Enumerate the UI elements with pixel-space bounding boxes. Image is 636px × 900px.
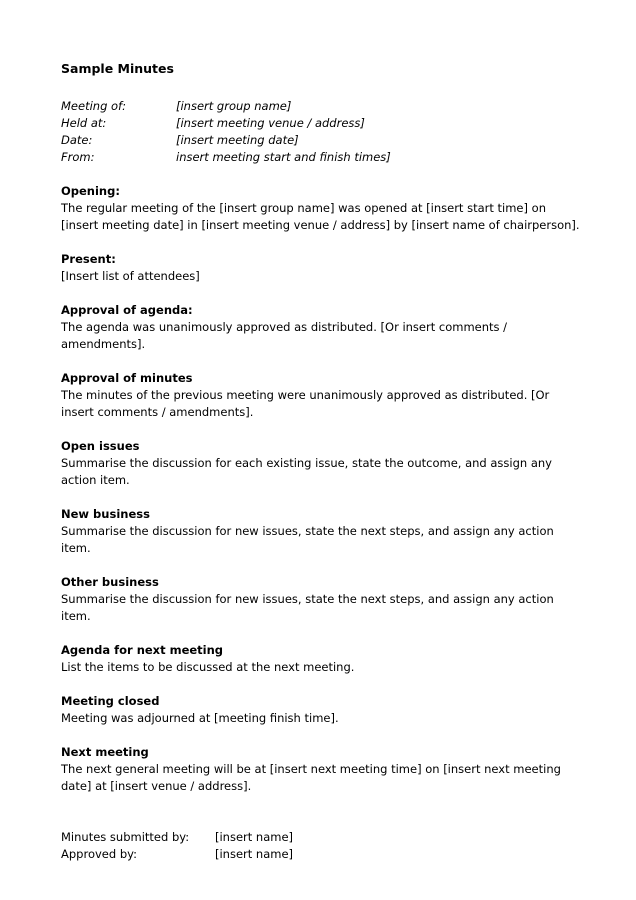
- meta-row-from: [61, 149, 581, 166]
- section-body: The agenda was unanimously approved as distributed. [Or insert comments / amendments].: [61, 320, 508, 351]
- meta-value: [insert meeting venue / address]: [176, 116, 365, 130]
- section-heading: Next meeting: [61, 745, 149, 759]
- signoff-label: Approved by:: [61, 847, 137, 861]
- signoff-value: [insert name]: [215, 847, 294, 861]
- section-body: The next general meeting will be at [insert next meeting time] on [insert next meeting date] at [insert venue / address].: [61, 762, 561, 793]
- section-body: Summarise the discussion for new issues, state the next steps, and assign any action item.: [61, 524, 554, 555]
- meta-value: [insert group name]: [176, 99, 292, 113]
- section-new-business: [61, 506, 581, 557]
- signoff-row-submitted-by: [61, 829, 581, 846]
- section-opening: [61, 183, 581, 234]
- section-next-meeting: [61, 744, 581, 795]
- section-heading: Approval of agenda:: [61, 303, 193, 317]
- signoff-block: [61, 829, 581, 863]
- section-other-business: [61, 574, 581, 625]
- meta-value: [insert meeting date]: [176, 133, 299, 147]
- section-heading: Open issues: [61, 439, 140, 453]
- document-title: Sample Minutes: [61, 61, 174, 76]
- signoff-value: [insert name]: [215, 830, 294, 844]
- section-heading: Agenda for next meeting: [61, 643, 224, 657]
- section-body: List the items to be discussed at the next meeting.: [61, 660, 355, 674]
- section-heading: Other business: [61, 575, 159, 589]
- document-page: [61, 60, 581, 863]
- meeting-details: [61, 98, 581, 166]
- meta-label: From:: [61, 150, 95, 164]
- signoff-label: Minutes submitted by:: [61, 830, 190, 844]
- section-body: The minutes of the previous meeting were unanimously approved as distributed. [Or insert comments / amendments].: [61, 388, 550, 419]
- meta-label: Meeting of:: [61, 99, 126, 113]
- meta-row-held-at: [61, 115, 581, 132]
- section-heading: Meeting closed: [61, 694, 160, 708]
- section-heading: Opening:: [61, 184, 120, 198]
- signoff-row-approved-by: [61, 846, 581, 863]
- meta-row-date: [61, 132, 581, 149]
- meta-row-meeting-of: [61, 98, 581, 115]
- section-approval-of-agenda: [61, 302, 581, 353]
- meta-value: insert meeting start and finish times]: [176, 150, 391, 164]
- section-open-issues: [61, 438, 581, 489]
- meta-label: Date:: [61, 133, 93, 147]
- section-agenda-next-meeting: [61, 642, 581, 676]
- section-approval-of-minutes: [61, 370, 581, 421]
- section-body: The regular meeting of the [insert group name] was opened at [insert start time] on [insert meeting date] in [insert meeting venue / address] by [insert name of chairperson].: [61, 201, 580, 232]
- section-body: Summarise the discussion for each existing issue, state the outcome, and assign any action item.: [61, 456, 552, 487]
- meta-label: Held at:: [61, 116, 107, 130]
- section-body: Meeting was adjourned at [meeting finish time].: [61, 711, 339, 725]
- section-heading: Present:: [61, 252, 116, 266]
- section-body: Summarise the discussion for new issues, state the next steps, and assign any action item.: [61, 592, 554, 623]
- section-heading: Approval of minutes: [61, 371, 193, 385]
- section-body: [Insert list of attendees]: [61, 269, 200, 283]
- section-meeting-closed: [61, 693, 581, 727]
- section-present: [61, 251, 581, 285]
- section-heading: New business: [61, 507, 150, 521]
